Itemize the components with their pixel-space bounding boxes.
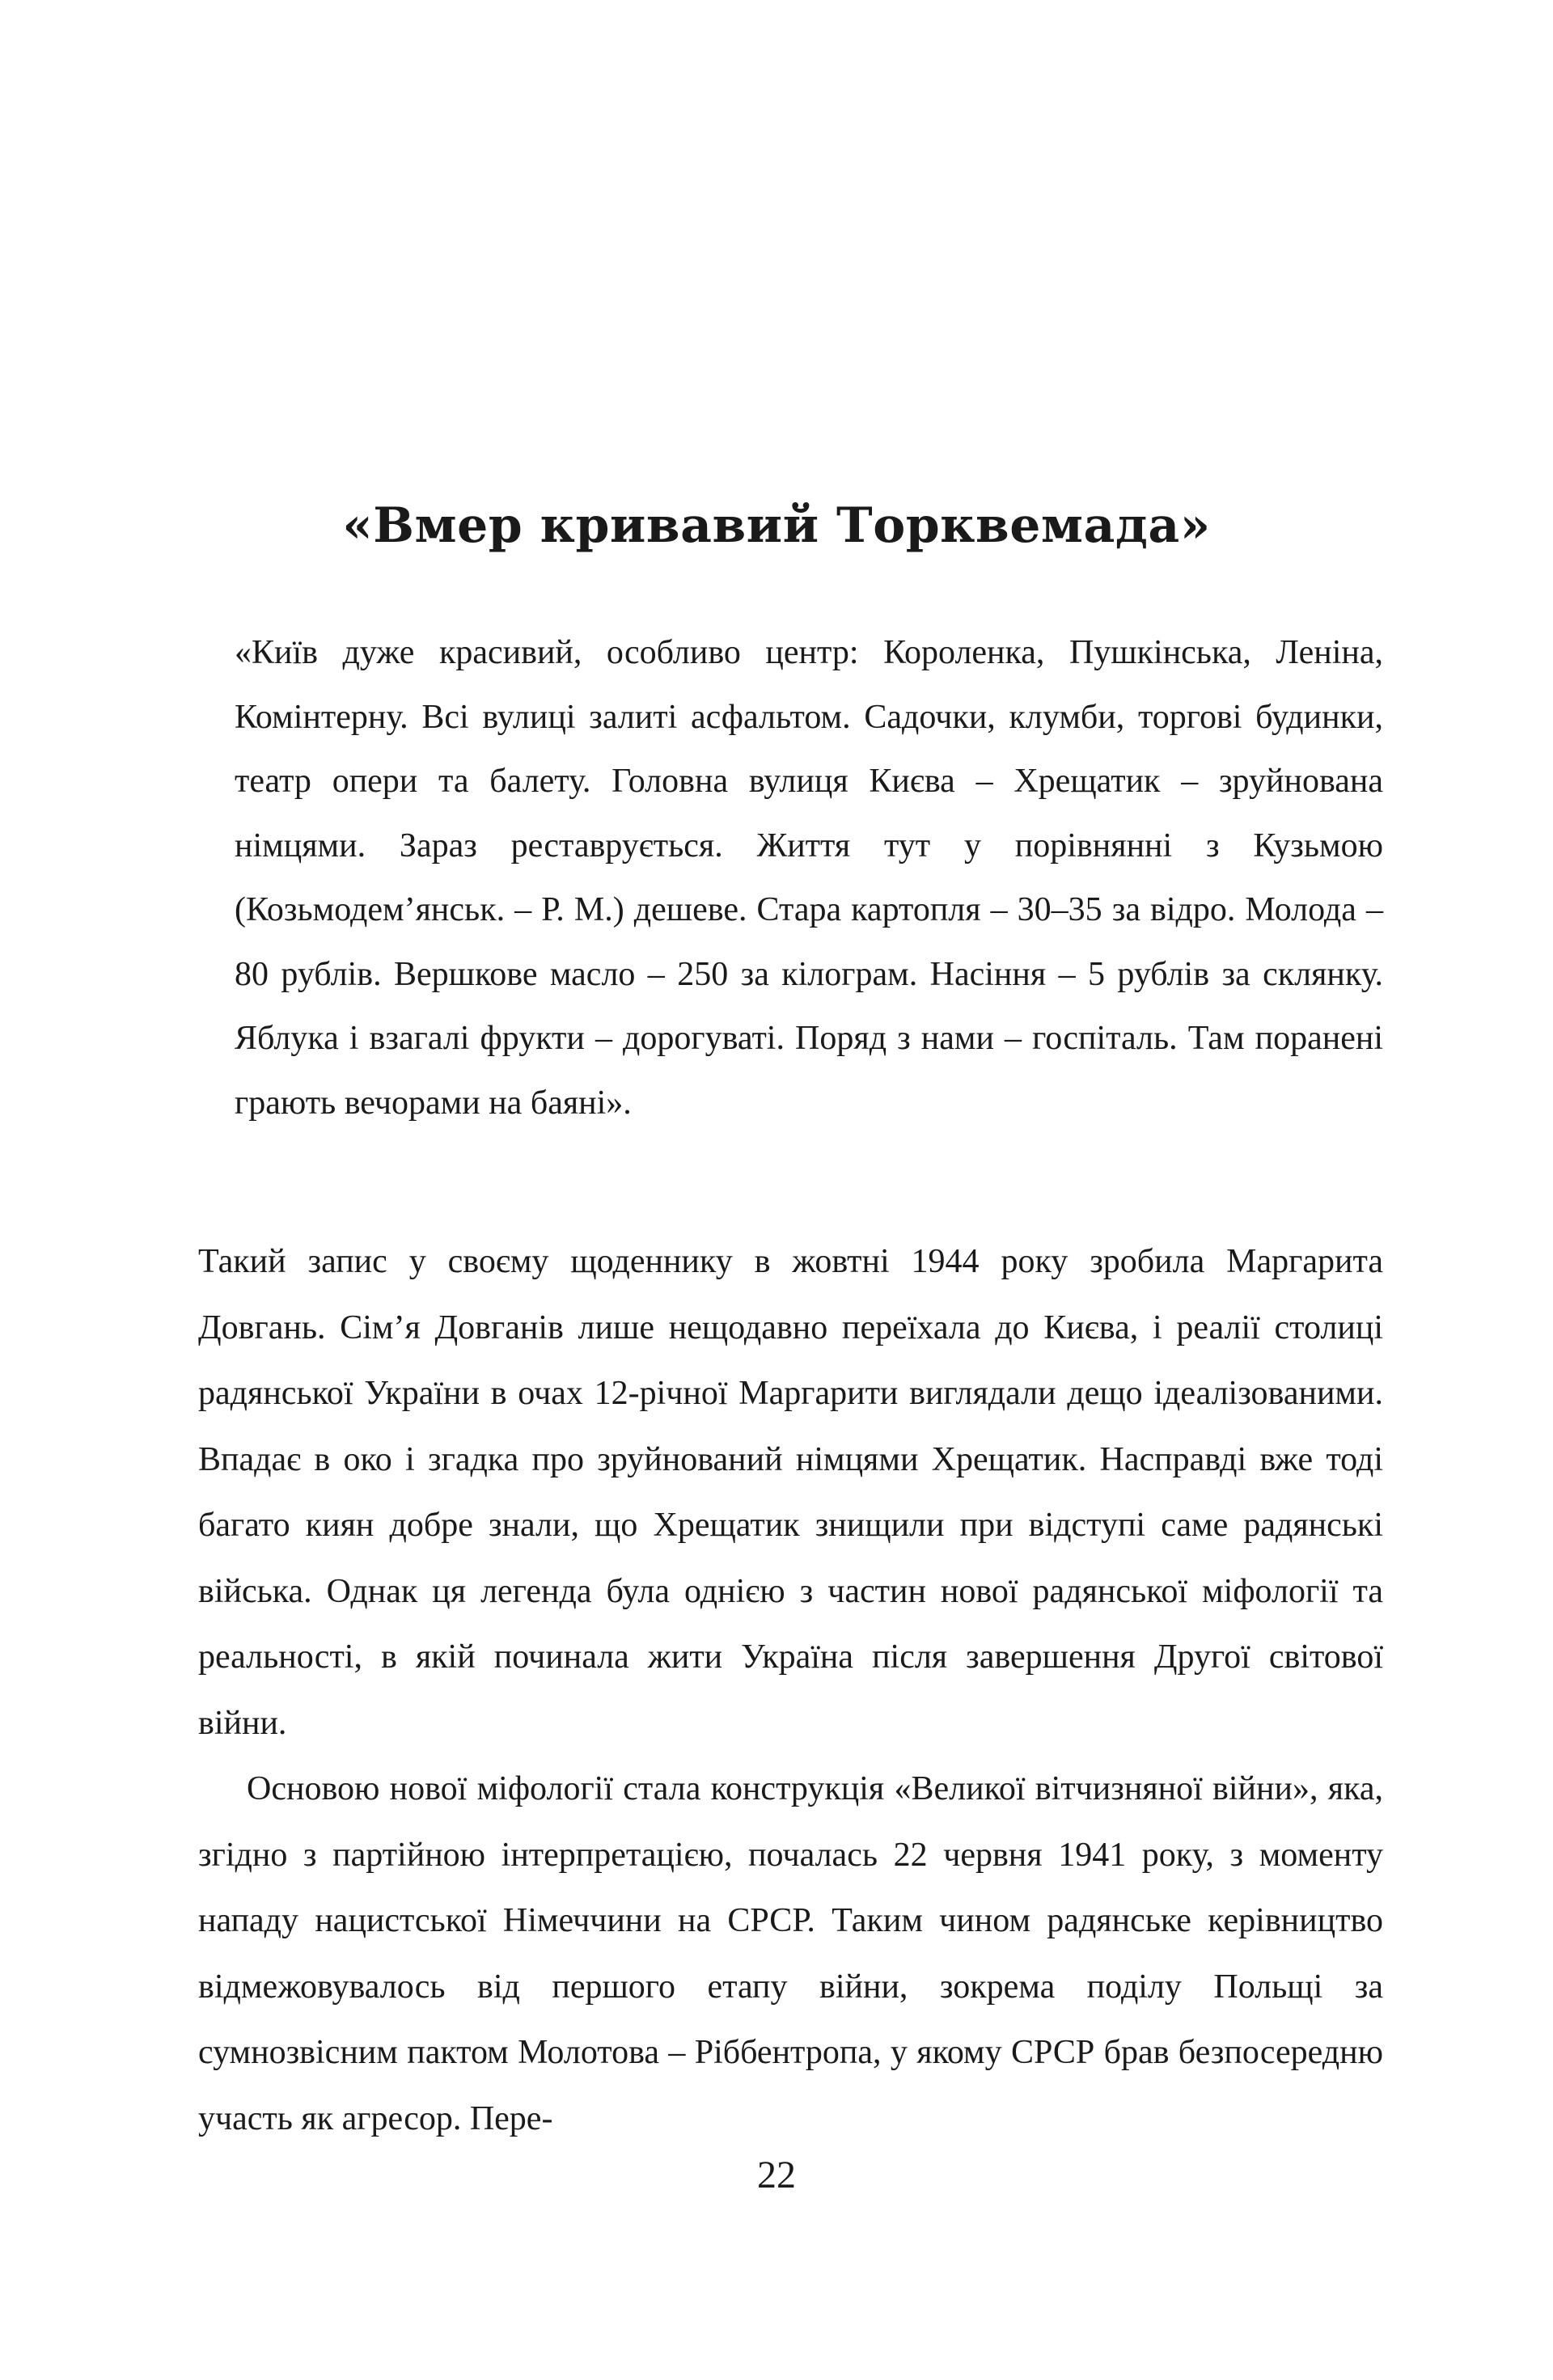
epigraph-block <box>235 621 1383 1135</box>
paragraph: Основою нової міфології стала конструкція «Великої вітчизняної війни», яка, згідно з партійною інтерпретацією, почалась 22 червня 1941 року, з моменту нападу нацистської Німеччини на СРСР. Таким чином радянське керівництво відмежовувалось від першого етапу війни, зокрема поділу Польщі за сумнозвісним пактом Молотова – Ріббентропа, у якому СРСР брав безпосередню участь як агресор. Пере- <box>198 1770 1383 2137</box>
epigraph-quote: «Київ дуже красивий, особливо центр: Короленка, Пушкінська, Леніна, Комінтерну. Всі вулиці залиті асфальтом. Садочки, клумби, торгові будинки, театр опери та балету. Головна вулиця Києва – Хрещатик – зруйнована німцями. Зараз реставрується. Життя тут у порівнянні з Кузьмою (Козьмодем’янськ. – Р. М.) дешеве. Стара картопля – 30–35 за відро. Молода – 80 рублів. Вершкове масло – 250 за кілограм. Насіння – 5 рублів за склянку. Яблука і взагалі фрукти – дорогуваті. Поряд з нами – госпіталь. Там поранені грають вечорами на баяні». <box>235 634 1383 1122</box>
chapter-title: «Вмер кривавий Торквемада» <box>342 497 1211 554</box>
body-text <box>198 1229 1383 2152</box>
paragraph: Такий запис у своєму щоденнику в жовтні 1944 року зробила Маргарита Довгань. Сім’я Довганів лише нещодавно переїхала до Києва, і реалії столиці радянської України в очах 12-річної Маргарити виглядали дещо ідеалізованими. Впадає в око і згадка про зруйнований німцями Хрещатик. Насправді вже тоді багато киян добре знали, що Хрещатик знищили при відступі саме радянські війська. Однак ця легенда була однією з частин нової радянської міфології та реальності, в якій починала жити Україна після завершення Другої світової війни. <box>198 1243 1383 1742</box>
page-number: 22 <box>757 2154 796 2196</box>
